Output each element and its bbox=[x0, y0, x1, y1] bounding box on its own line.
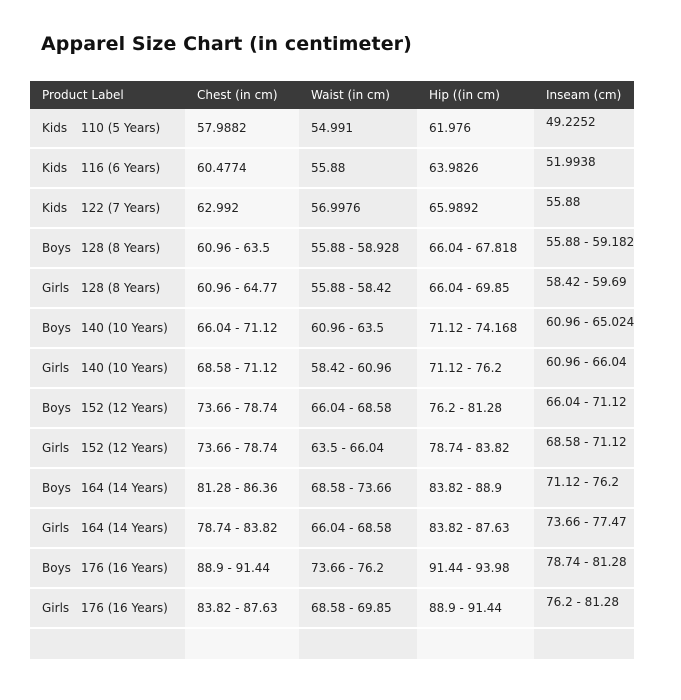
product-size: 164 (14 Years) bbox=[81, 481, 168, 495]
product-size: 176 (16 Years) bbox=[81, 561, 168, 575]
hip-cell: 63.9826 bbox=[417, 148, 534, 188]
table-row bbox=[30, 548, 634, 588]
product-type: Boys bbox=[42, 481, 71, 495]
table-row bbox=[30, 508, 634, 548]
product-type: Girls bbox=[42, 281, 70, 295]
size-chart-table bbox=[30, 81, 634, 661]
table-row bbox=[30, 308, 634, 348]
waist-cell: 56.9976 bbox=[299, 188, 417, 228]
chest-cell: 78.74 - 83.82 bbox=[185, 508, 299, 548]
waist-cell: 68.58 - 73.66 bbox=[299, 468, 417, 508]
filler-cell bbox=[30, 628, 185, 660]
chest-cell: 60.4774 bbox=[185, 148, 299, 188]
filler-cell bbox=[185, 628, 299, 660]
table-row bbox=[30, 268, 634, 308]
table-row bbox=[30, 348, 634, 388]
chest-cell: 73.66 - 78.74 bbox=[185, 388, 299, 428]
inseam-cell: 66.04 - 71.12 bbox=[534, 388, 634, 428]
product-type: Girls bbox=[42, 521, 70, 535]
product-label-cell bbox=[30, 428, 185, 468]
waist-cell: 55.88 bbox=[299, 148, 417, 188]
hip-cell: 65.9892 bbox=[417, 188, 534, 228]
product-type: Boys bbox=[42, 321, 71, 335]
chest-cell: 83.82 - 87.63 bbox=[185, 588, 299, 628]
page-title: Apparel Size Chart (in centimeter) bbox=[41, 33, 412, 55]
hip-cell: 83.82 - 88.9 bbox=[417, 468, 534, 508]
table-row bbox=[30, 188, 634, 228]
product-size: 116 (6 Years) bbox=[81, 161, 161, 175]
inseam-cell: 60.96 - 66.04 bbox=[534, 348, 634, 388]
product-label-cell bbox=[30, 148, 185, 188]
inseam-cell: 76.2 - 81.28 bbox=[534, 588, 634, 628]
inseam-cell: 78.74 - 81.28 bbox=[534, 548, 634, 588]
inseam-cell: 58.42 - 59.69 bbox=[534, 268, 634, 308]
waist-cell: 73.66 - 76.2 bbox=[299, 548, 417, 588]
product-label-cell bbox=[30, 388, 185, 428]
header-product-label: Product Label bbox=[30, 81, 185, 109]
product-type: Girls bbox=[42, 601, 70, 615]
product-type: Kids bbox=[42, 121, 68, 135]
table-row bbox=[30, 468, 634, 508]
product-size: 176 (16 Years) bbox=[81, 601, 168, 615]
header-hip: Hip ((in cm) bbox=[417, 81, 534, 109]
table-row bbox=[30, 388, 634, 428]
chest-cell: 57.9882 bbox=[185, 109, 299, 148]
product-label-cell bbox=[30, 268, 185, 308]
table-row bbox=[30, 148, 634, 188]
inseam-cell: 60.96 - 65.024 bbox=[534, 308, 634, 348]
filler-cell bbox=[417, 628, 534, 660]
product-label-cell bbox=[30, 468, 185, 508]
chest-cell: 60.96 - 63.5 bbox=[185, 228, 299, 268]
hip-cell: 71.12 - 76.2 bbox=[417, 348, 534, 388]
chest-cell: 68.58 - 71.12 bbox=[185, 348, 299, 388]
hip-cell: 66.04 - 67.818 bbox=[417, 228, 534, 268]
chest-cell: 66.04 - 71.12 bbox=[185, 308, 299, 348]
product-size: 110 (5 Years) bbox=[81, 121, 161, 135]
header-waist: Waist (in cm) bbox=[299, 81, 417, 109]
product-type: Girls bbox=[42, 361, 70, 375]
product-size: 128 (8 Years) bbox=[81, 241, 161, 255]
table-row bbox=[30, 228, 634, 268]
inseam-cell: 68.58 - 71.12 bbox=[534, 428, 634, 468]
waist-cell: 58.42 - 60.96 bbox=[299, 348, 417, 388]
header-chest: Chest (in cm) bbox=[185, 81, 299, 109]
filler-cell bbox=[299, 628, 417, 660]
hip-cell: 66.04 - 69.85 bbox=[417, 268, 534, 308]
product-type: Girls bbox=[42, 441, 70, 455]
waist-cell: 60.96 - 63.5 bbox=[299, 308, 417, 348]
waist-cell: 55.88 - 58.42 bbox=[299, 268, 417, 308]
chest-cell: 60.96 - 64.77 bbox=[185, 268, 299, 308]
table-filler-row bbox=[30, 628, 634, 660]
hip-cell: 76.2 - 81.28 bbox=[417, 388, 534, 428]
inseam-cell: 49.2252 bbox=[534, 109, 634, 148]
product-label-cell bbox=[30, 348, 185, 388]
product-type: Boys bbox=[42, 561, 71, 575]
inseam-cell: 71.12 - 76.2 bbox=[534, 468, 634, 508]
table-row bbox=[30, 109, 634, 148]
product-type: Boys bbox=[42, 241, 71, 255]
hip-cell: 78.74 - 83.82 bbox=[417, 428, 534, 468]
waist-cell: 66.04 - 68.58 bbox=[299, 508, 417, 548]
product-size: 128 (8 Years) bbox=[81, 281, 161, 295]
product-label-cell bbox=[30, 548, 185, 588]
filler-cell bbox=[534, 628, 634, 660]
hip-cell: 83.82 - 87.63 bbox=[417, 508, 534, 548]
product-label-cell bbox=[30, 508, 185, 548]
chest-cell: 62.992 bbox=[185, 188, 299, 228]
product-label-cell bbox=[30, 109, 185, 148]
product-type: Kids bbox=[42, 201, 68, 215]
inseam-cell: 73.66 - 77.47 bbox=[534, 508, 634, 548]
waist-cell: 55.88 - 58.928 bbox=[299, 228, 417, 268]
product-label-cell bbox=[30, 588, 185, 628]
inseam-cell: 55.88 bbox=[534, 188, 634, 228]
table-body bbox=[30, 109, 634, 660]
product-size: 140 (10 Years) bbox=[81, 321, 168, 335]
hip-cell: 88.9 - 91.44 bbox=[417, 588, 534, 628]
hip-cell: 91.44 - 93.98 bbox=[417, 548, 534, 588]
hip-cell: 61.976 bbox=[417, 109, 534, 148]
waist-cell: 68.58 - 69.85 bbox=[299, 588, 417, 628]
product-size: 152 (12 Years) bbox=[81, 441, 168, 455]
table-header bbox=[30, 81, 634, 109]
inseam-cell: 55.88 - 59.182 bbox=[534, 228, 634, 268]
product-label-cell bbox=[30, 308, 185, 348]
product-label-cell bbox=[30, 188, 185, 228]
table-row bbox=[30, 588, 634, 628]
product-size: 140 (10 Years) bbox=[81, 361, 168, 375]
inseam-cell: 51.9938 bbox=[534, 148, 634, 188]
product-size: 152 (12 Years) bbox=[81, 401, 168, 415]
chest-cell: 73.66 - 78.74 bbox=[185, 428, 299, 468]
product-type: Boys bbox=[42, 401, 71, 415]
product-size: 122 (7 Years) bbox=[81, 201, 161, 215]
product-type: Kids bbox=[42, 161, 68, 175]
chest-cell: 81.28 - 86.36 bbox=[185, 468, 299, 508]
header-inseam: Inseam (cm) bbox=[534, 81, 634, 109]
table-row bbox=[30, 428, 634, 468]
header-row bbox=[30, 81, 634, 109]
hip-cell: 71.12 - 74.168 bbox=[417, 308, 534, 348]
product-label-cell bbox=[30, 228, 185, 268]
waist-cell: 54.991 bbox=[299, 109, 417, 148]
chest-cell: 88.9 - 91.44 bbox=[185, 548, 299, 588]
waist-cell: 66.04 - 68.58 bbox=[299, 388, 417, 428]
product-size: 164 (14 Years) bbox=[81, 521, 168, 535]
waist-cell: 63.5 - 66.04 bbox=[299, 428, 417, 468]
